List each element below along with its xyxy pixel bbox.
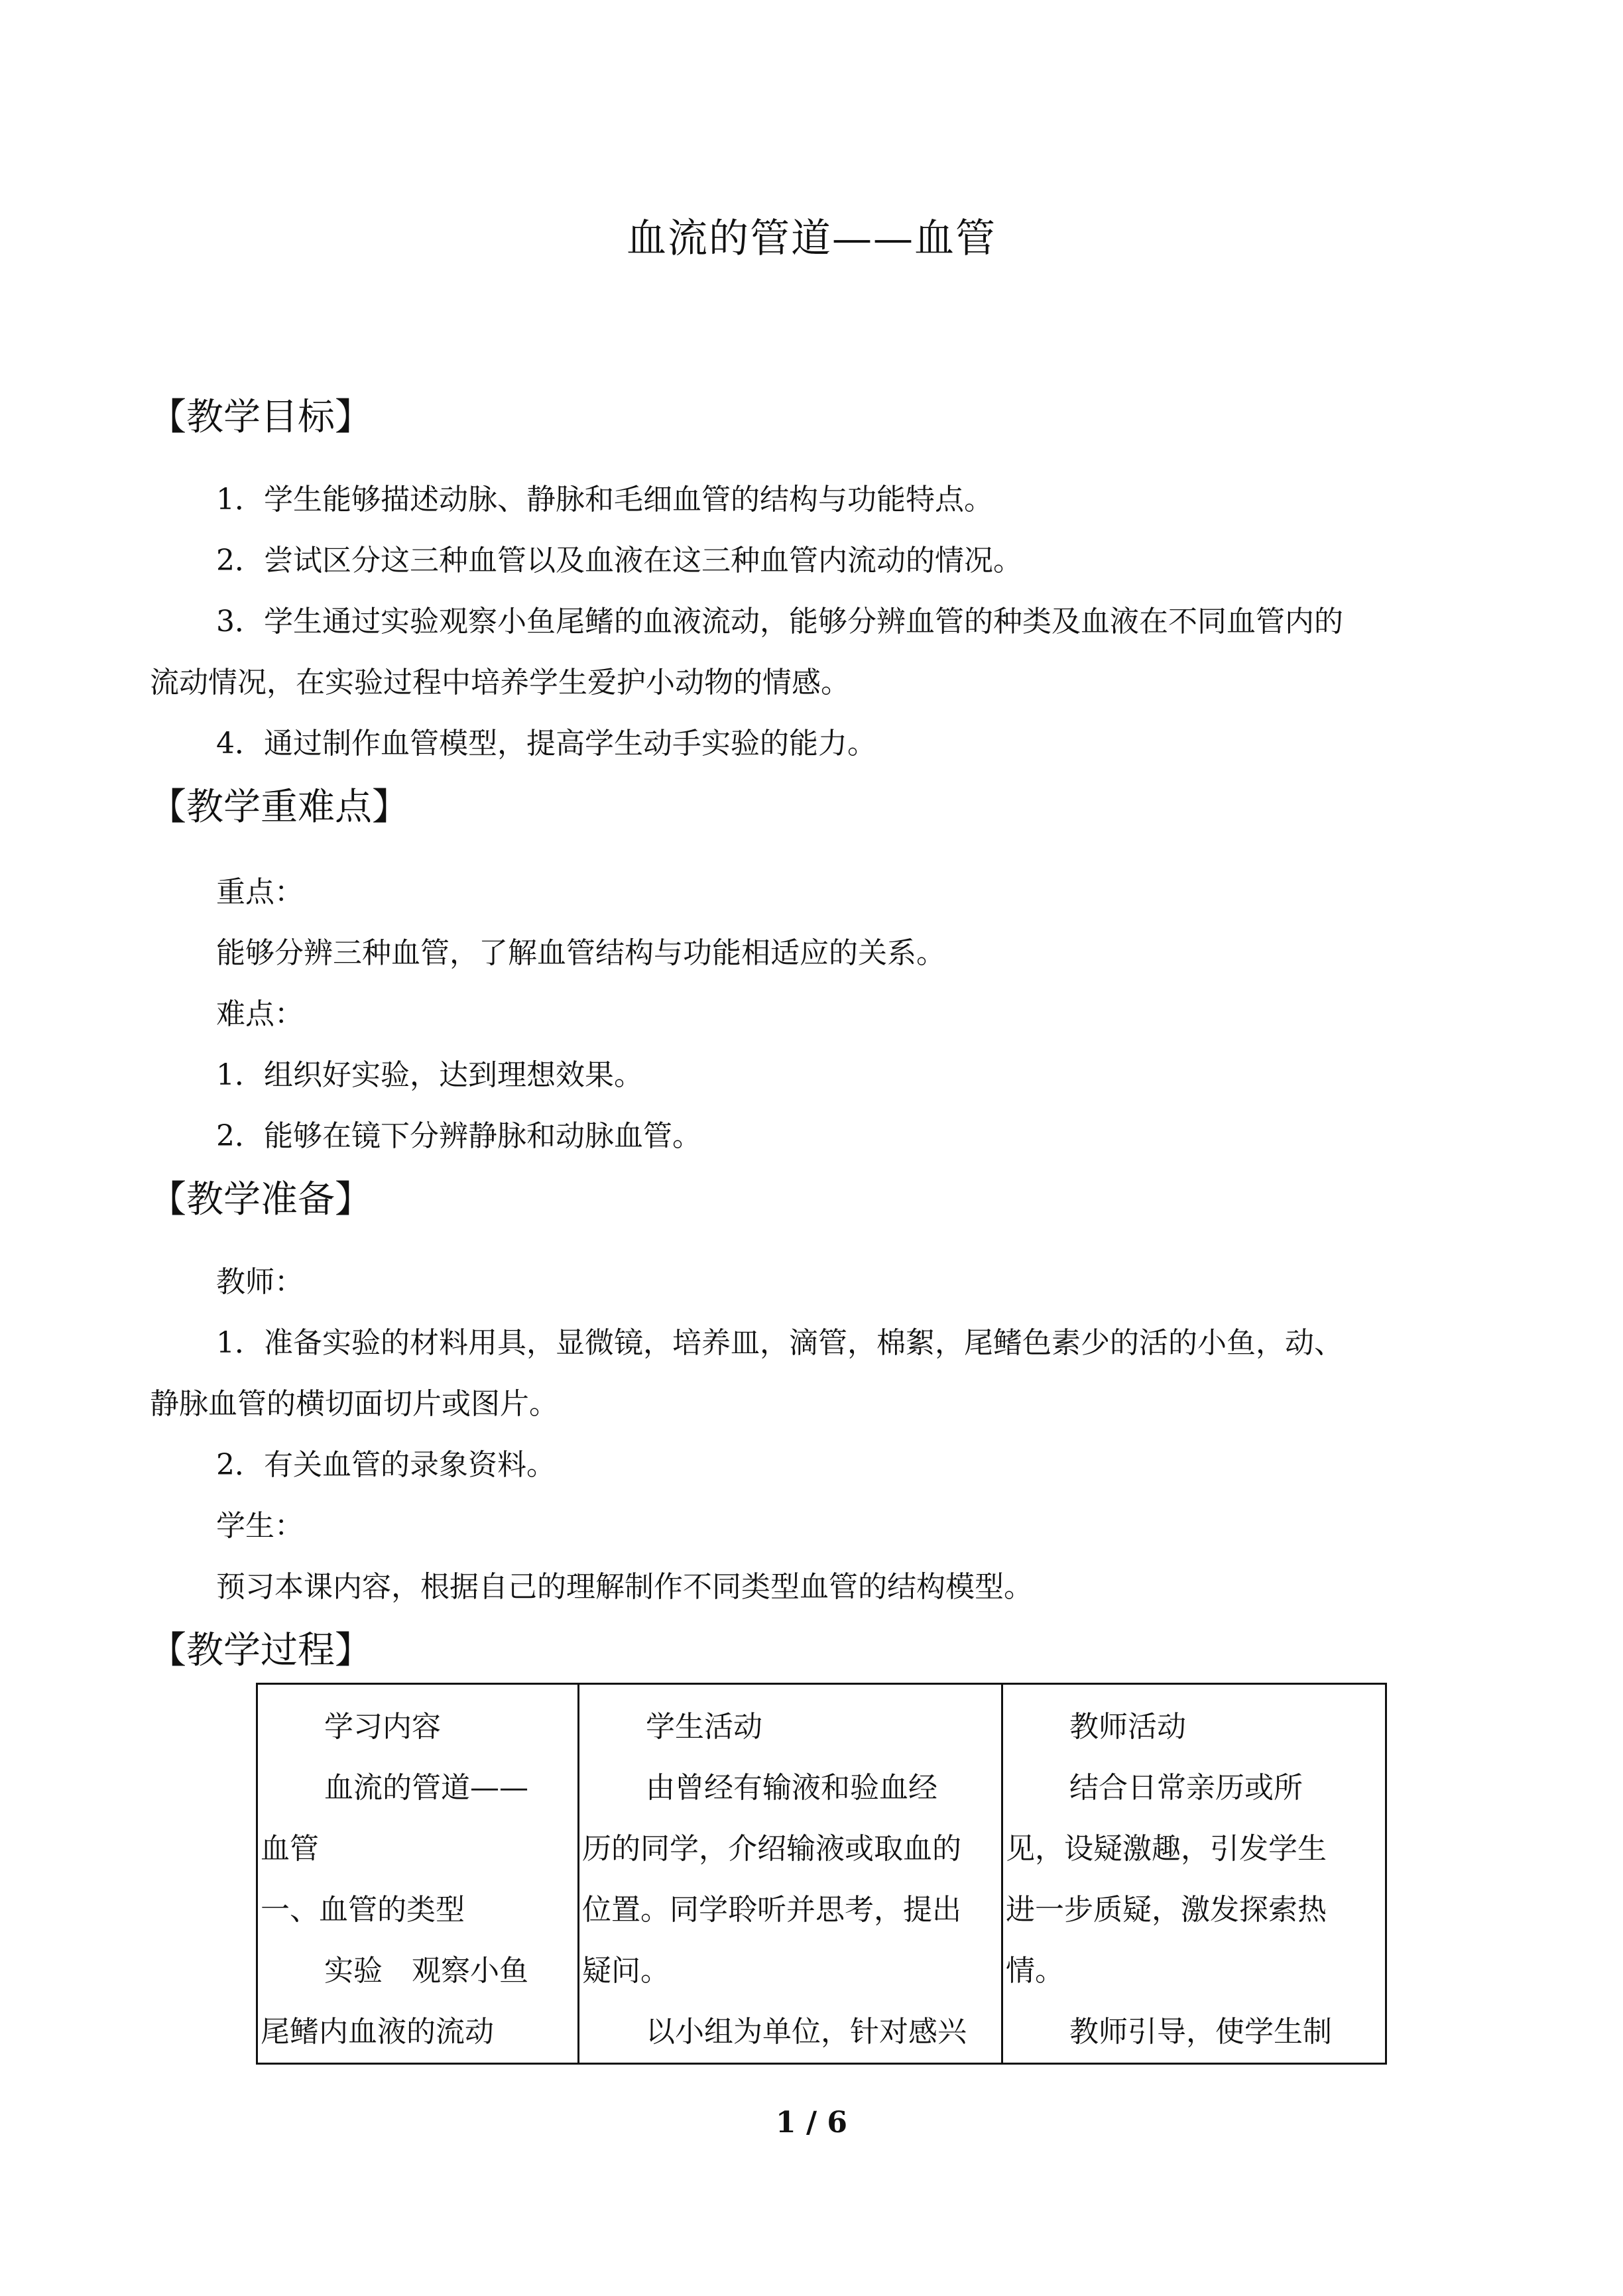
objective-item-3-cont: 流动情况，在实验过程中培养学生爱护小动物的情感。 [150, 666, 850, 699]
section-heading-preparation: 【教学准备】 [149, 1178, 372, 1221]
difficult-label: 难点： [216, 997, 304, 1031]
objective-item-1: 1．学生能够描述动脉、静脉和毛细血管的结构与功能特点。 [216, 483, 993, 516]
cell-line: 见，设疑激趣，引发学生 [1006, 1832, 1327, 1866]
key-text: 能够分辨三种血管，了解血管结构与功能相适应的关系。 [216, 936, 945, 970]
cell-line: 由曾经有输液和验血经 [646, 1771, 937, 1805]
cell-line: 情。 [1006, 1954, 1064, 1988]
table-cell-content [257, 1684, 579, 2064]
process-table [256, 1683, 1387, 2065]
key-label: 重点： [216, 875, 304, 909]
difficult-item-2: 2．能够在镜下分辨静脉和动脉血管。 [216, 1119, 701, 1153]
page-title: 血流的管道——血管 [627, 215, 996, 262]
section-heading-process: 【教学过程】 [149, 1629, 372, 1672]
cell-line: 血流的管道—— [324, 1771, 528, 1805]
cell-line: 教师引导，使学生制 [1069, 2015, 1332, 2049]
table-row [257, 1684, 1386, 2064]
page-number: 1 / 6 [776, 2106, 847, 2140]
section-heading-objectives: 【教学目标】 [149, 396, 372, 439]
objective-item-4: 4．通过制作血管模型，提高学生动手实验的能力。 [216, 727, 876, 760]
teacher-label: 教师： [216, 1265, 304, 1299]
student-label: 学生： [216, 1509, 304, 1543]
teacher-item-2: 2．有关血管的录象资料。 [216, 1448, 556, 1482]
cell-line: 学习内容 [324, 1710, 441, 1744]
cell-line: 血管 [261, 1832, 319, 1866]
cell-line: 实验 观察小鱼 [324, 1954, 528, 1988]
cell-line: 进一步质疑，激发探索热 [1006, 1893, 1327, 1927]
difficult-item-1: 1．组织好实验，达到理想效果。 [216, 1058, 643, 1092]
cell-line: 教师活动 [1069, 1710, 1186, 1744]
cell-line: 以小组为单位，针对感兴 [646, 2015, 967, 2049]
objective-item-2: 2．尝试区分这三种血管以及血液在这三种血管内流动的情况。 [216, 544, 1022, 577]
cell-line: 历的同学，介绍输液或取血的 [582, 1832, 961, 1866]
cell-line: 疑问。 [582, 1954, 670, 1988]
cell-line: 学生活动 [646, 1710, 762, 1744]
cell-line: 一、血管的类型 [261, 1893, 465, 1927]
section-heading-keypoints: 【教学重难点】 [149, 786, 409, 829]
cell-line: 尾鳍内血液的流动 [261, 2015, 494, 2049]
objective-item-3: 3．学生通过实验观察小鱼尾鳍的血液流动，能够分辨血管的种类及血液在不同血管内的 [216, 605, 1343, 638]
table-cell-teacher [1002, 1684, 1386, 2064]
teacher-item-1-cont: 静脉血管的横切面切片或图片。 [150, 1387, 558, 1421]
table-cell-student [579, 1684, 1002, 2064]
cell-line: 结合日常亲历或所 [1069, 1771, 1303, 1805]
student-text: 预习本课内容，根据自己的理解制作不同类型血管的结构模型。 [216, 1570, 1033, 1604]
teacher-item-1: 1．准备实验的材料用具，显微镜，培养皿，滴管，棉絮，尾鳍色素少的活的小鱼，动、 [216, 1326, 1343, 1360]
cell-line: 位置。同学聆听并思考，提出 [582, 1893, 961, 1927]
